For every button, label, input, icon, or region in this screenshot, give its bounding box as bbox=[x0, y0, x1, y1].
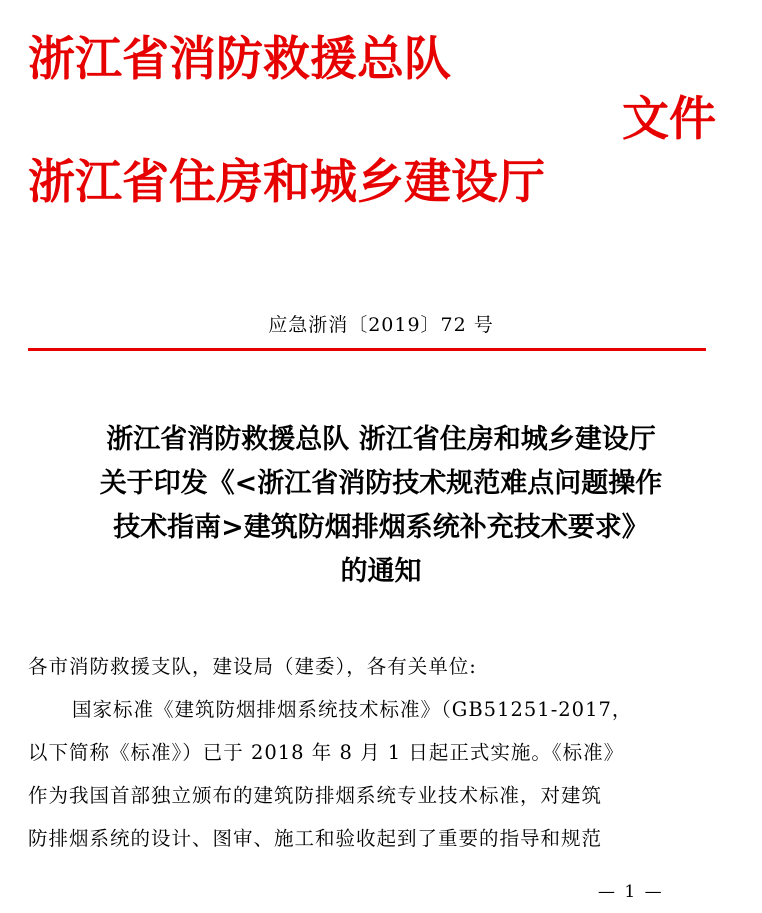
issuing-org-2: 浙江省住房和城乡建设厅 bbox=[28, 155, 545, 210]
salutation: 各市消防救援支队，建设局（建委），各有关单位: bbox=[28, 655, 477, 678]
body-line: 国家标准《建筑防烟排烟系统技术标准》（GB51251-2017， bbox=[72, 698, 633, 721]
document-number: 应急浙消〔2019〕72 号 bbox=[268, 314, 494, 336]
issuing-org-1: 浙江省消防救援总队 bbox=[28, 32, 451, 87]
page-number: — 1 — bbox=[598, 882, 664, 902]
title-line: 关于印发《<浙江省消防技术规范难点问题操作 bbox=[99, 468, 663, 499]
document-label: 文件 bbox=[622, 92, 716, 147]
title-line: 技术指南>建筑防烟排烟系统补充技术要求》 bbox=[113, 512, 649, 543]
body-line: 作为我国首部独立颁布的建筑防排烟系统专业技术标准，对建筑 bbox=[28, 784, 603, 807]
title-line: 的通知 bbox=[340, 556, 422, 587]
red-divider bbox=[28, 348, 706, 351]
document-title bbox=[0, 418, 762, 594]
body-line: 防排烟系统的设计、图审、施工和验收起到了重要的指导和规范 bbox=[28, 827, 603, 850]
body-line: 以下简称《标准》）已于 2018 年 8 月 1 日起正式实施。《标准》 bbox=[28, 741, 625, 764]
document-body bbox=[28, 645, 718, 860]
title-line: 浙江省消防救援总队 浙江省住房和城乡建设厅 bbox=[106, 424, 656, 455]
